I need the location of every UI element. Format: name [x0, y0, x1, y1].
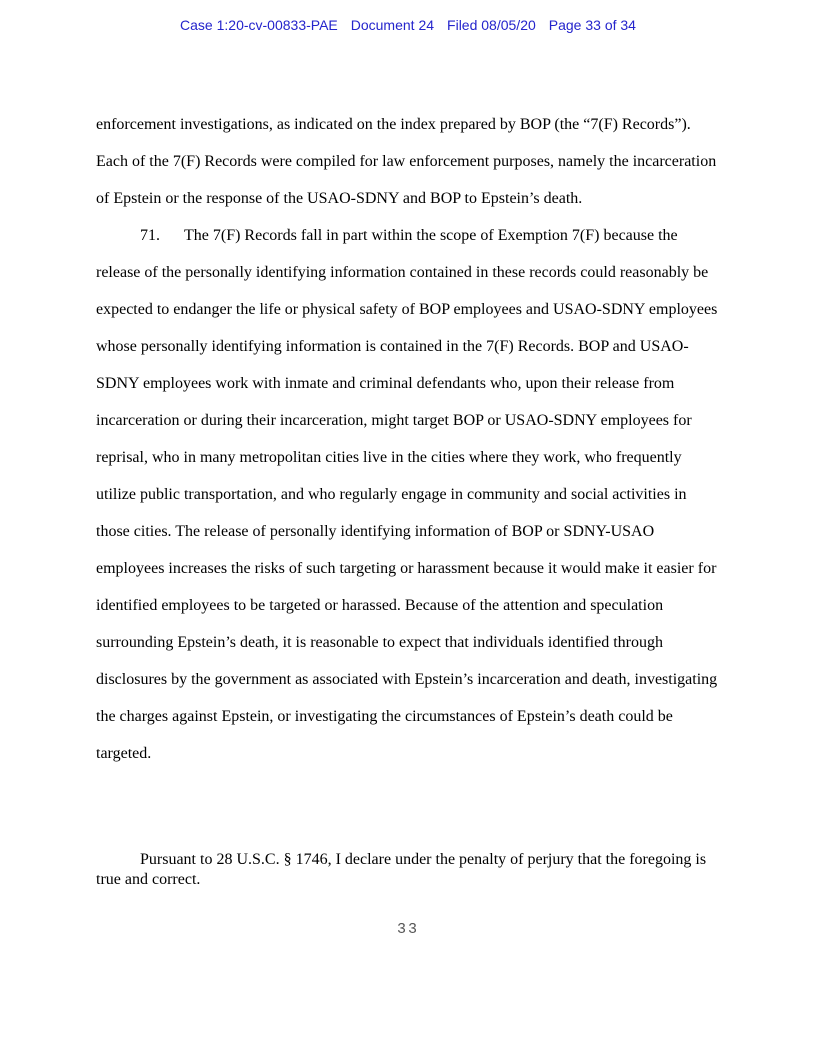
text-line: whose personally identifying information is contained in the 7(F) Records. BOP and USAO- — [96, 338, 689, 355]
text-line: SDNY employees work with inmate and criminal defendants who, upon their release from — [96, 375, 675, 392]
stamp-document-number: Document 24 — [350, 17, 435, 33]
text-line: identified employees to be targeted or harassed. Because of the attention and speculation — [96, 597, 664, 614]
text-line: the charges against Epstein, or investigating the circumstances of Epstein’s death could be — [96, 708, 673, 725]
text-line: Pursuant to 28 U.S.C. § 1746, I declare under the penalty of perjury that the foregoing is — [96, 851, 707, 868]
text-line: targeted. — [96, 745, 152, 762]
text-line: incarceration or during their incarceration, might target BOP or USAO-SDNY employees for — [96, 412, 692, 429]
text-line: of Epstein or the response of the USAO-SDNY and BOP to Epstein’s death. — [96, 190, 583, 207]
text-line: employees increases the risks of such targeting or harassment because it would make it easier for — [96, 560, 717, 577]
page-number: 33 — [396, 921, 419, 938]
text-line: enforcement investigations, as indicated on the index prepared by BOP (the “7(F) Records”). — [96, 116, 691, 133]
stamp-case-number: Case 1:20-cv-00833-PAE — [180, 17, 338, 33]
stamp-page-info: Page 33 of 34 — [548, 17, 636, 33]
case-stamp-header — [0, 17, 816, 34]
text-line: utilize public transportation, and who regularly engage in community and social activities in — [96, 486, 687, 503]
perjury-declaration — [96, 850, 736, 890]
text-line: 71. The 7(F) Records fall in part within the scope of Exemption 7(F) because the — [96, 227, 678, 244]
text-line: expected to endanger the life or physical safety of BOP employees and USAO-SDNY employees — [96, 301, 718, 318]
text-line: surrounding Epstein’s death, it is reasonable to expect that individuals identified through — [96, 634, 663, 651]
text-line: disclosures by the government as associated with Epstein’s incarceration and death, investigating — [96, 671, 718, 688]
stamp-filed-date: Filed 08/05/20 — [447, 17, 536, 33]
text-line: reprisal, who in many metropolitan cities live in the cities where they work, who frequently — [96, 449, 682, 466]
text-line: true and correct. — [96, 871, 201, 888]
text-line: those cities. The release of personally identifying information of BOP or SDNY-USAO — [96, 523, 655, 540]
document-body — [96, 106, 736, 772]
text-line: release of the personally identifying information contained in these records could reasonably be — [96, 264, 709, 281]
text-line: Each of the 7(F) Records were compiled for law enforcement purposes, namely the incarceration — [96, 153, 717, 170]
